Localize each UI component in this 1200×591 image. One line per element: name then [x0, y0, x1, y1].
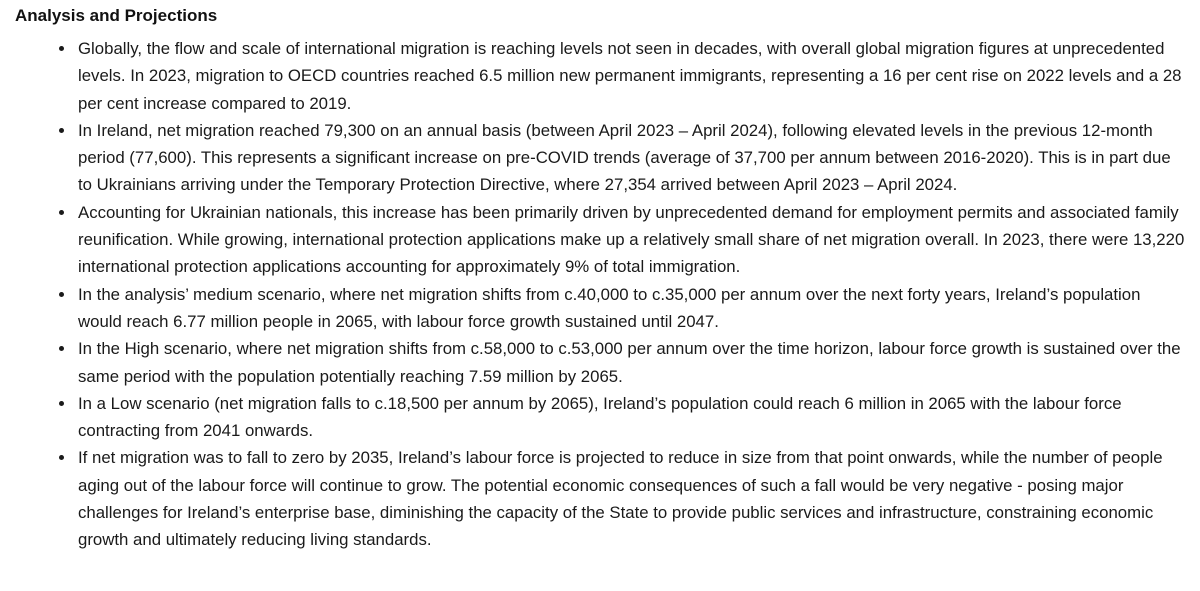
list-item-text: In the analysis’ medium scenario, where net migration shifts from c.40,000 to c.35,000 per annum over the next forty years, Ireland’s population would reach 6.77 million people in 2065, with labour force growth sustained until 2047. — [78, 284, 1141, 331]
bullet-icon — [59, 455, 64, 460]
list-item — [78, 117, 1186, 199]
bullet-list — [15, 35, 1186, 554]
bullet-icon — [59, 401, 64, 406]
bullet-icon — [59, 210, 64, 215]
list-item-text: Accounting for Ukrainian nationals, this increase has been primarily driven by unprecedented demand for employment permits and associated family reunification. While growing, international protection applications make up a relatively small share of net migration overall. In 2023, there were 13,220 international protection applications accounting for approximately 9% of total immigration. — [78, 202, 1185, 277]
list-item — [78, 335, 1186, 390]
section-heading: Analysis and Projections — [15, 6, 218, 25]
list-item — [78, 199, 1186, 281]
list-item-text: Globally, the flow and scale of international migration is reaching levels not seen in decades, with overall global migration figures at unprecedented levels. In 2023, migration to OECD countries reached 6.5 million new permanent immigrants, representing a 16 per cent rise on 2022 levels and a 28 per cent increase compared to 2019. — [78, 39, 1182, 113]
bullet-icon — [59, 292, 64, 297]
list-item — [78, 35, 1186, 117]
list-item-text: In a Low scenario (net migration falls to c.18,500 per annum by 2065), Ireland’s population could reach 6 million in 2065 with the labour force contracting from 2041 onwards. — [78, 393, 1122, 441]
list-item-text: In the High scenario, where net migration shifts from c.58,000 to c.53,000 per annum over the time horizon, labour force growth is sustained over the same period with the population potentially reaching 7.59 million by 2065. — [78, 339, 1181, 386]
list-item-text: In Ireland, net migration reached 79,300 on an annual basis (between April 2023 – April 2024), following elevated levels in the previous 12-month period (77,600). This represents a significant increase on pre-COVID trends (average of 37,700 per annum between 2016-2020). This is in part due to Ukrainians arriving under the Temporary Protection Directive, where 27,354 arrived between April 2023 – April 2024. — [78, 120, 1171, 195]
bullet-icon — [59, 46, 64, 51]
list-item-text: If net migration was to fall to zero by 2035, Ireland’s labour force is projected to reduce in size from that point onwards, while the number of people aging out of the labour force will continue to grow. The potential economic consequences of such a fall would be very negative - posing major challenges for Ireland’s enterprise base, diminishing the capacity of the State to provide public services and infrastructure, constraining economic growth and ultimately reducing living standards. — [78, 448, 1163, 550]
list-item — [78, 444, 1186, 553]
list-item — [78, 390, 1186, 445]
bullet-icon — [59, 128, 64, 133]
bullet-icon — [59, 346, 64, 351]
list-item — [78, 281, 1186, 336]
